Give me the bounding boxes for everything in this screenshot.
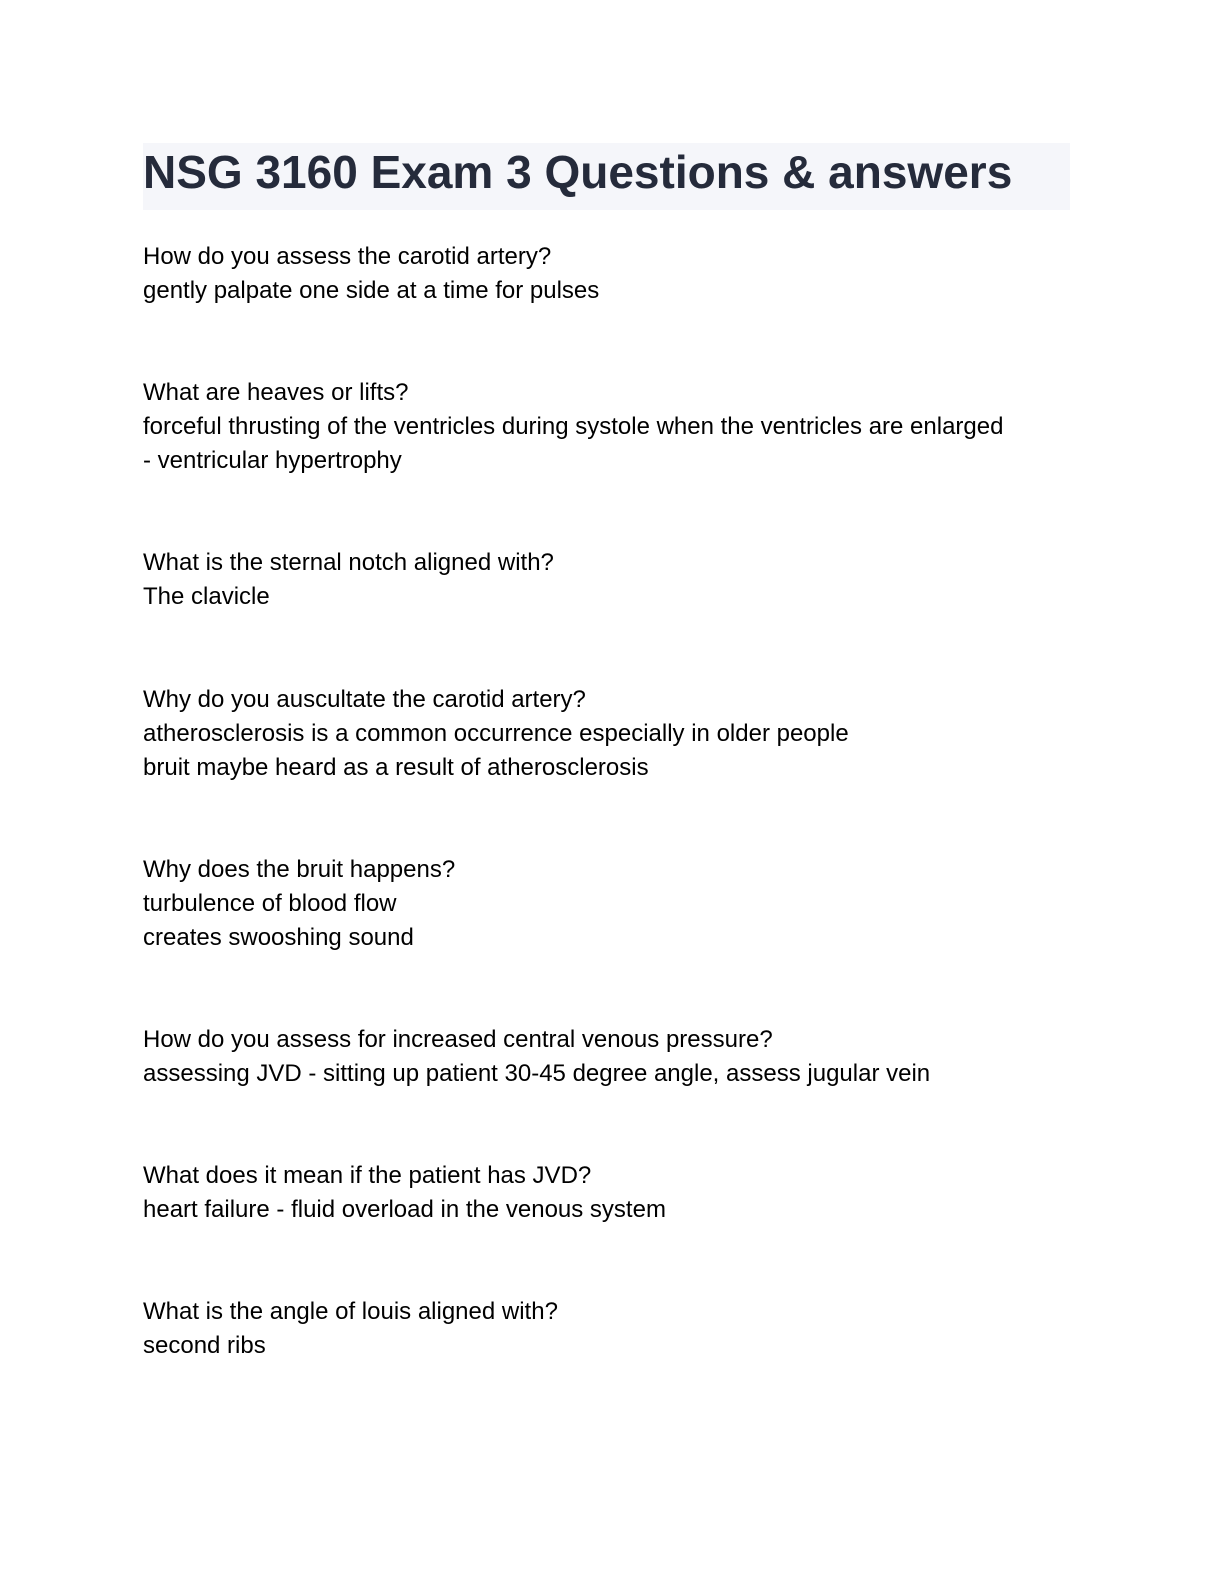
answer-5-line-2: creates swooshing sound xyxy=(143,924,414,952)
question-6: How do you assess for increased central venous pressure? xyxy=(143,1026,773,1053)
answer-2-line-2: - ventricular hypertrophy xyxy=(143,447,402,475)
answer-2-line-1: forceful thrusting of the ventricles during systole when the ventricles are enlarged xyxy=(143,413,1004,441)
question-5: Why does the bruit happens? xyxy=(143,856,456,883)
page-title: NSG 3160 Exam 3 Questions & answers xyxy=(143,146,1013,198)
qa-item-4 xyxy=(143,683,1083,786)
qa-item-7 xyxy=(143,1159,1083,1227)
question-1: How do you assess the carotid artery? xyxy=(143,243,552,270)
qa-item-6 xyxy=(143,1023,1083,1091)
answer-5-line-1: turbulence of blood flow xyxy=(143,890,397,918)
answer-6-line-1: assessing JVD - sitting up patient 30-45 degree angle, assess jugular vein xyxy=(143,1060,931,1088)
qa-item-5 xyxy=(143,853,1083,956)
title-banner xyxy=(143,143,1070,210)
qa-item-1 xyxy=(143,240,1083,308)
answer-4-line-2: bruit maybe heard as a result of atherosclerosis xyxy=(143,754,649,782)
answer-3-line-1: The clavicle xyxy=(143,583,270,611)
answer-4-line-1: atherosclerosis is a common occurrence especially in older people xyxy=(143,720,849,748)
answer-7-line-1: heart failure - fluid overload in the venous system xyxy=(143,1196,666,1224)
answer-8-line-1: second ribs xyxy=(143,1332,266,1360)
question-2: What are heaves or lifts? xyxy=(143,379,409,406)
answer-1-line-1: gently palpate one side at a time for pulses xyxy=(143,277,600,305)
question-8: What is the angle of louis aligned with? xyxy=(143,1298,558,1325)
qa-item-3 xyxy=(143,546,1083,614)
qa-item-8 xyxy=(143,1295,1083,1363)
qa-item-2 xyxy=(143,376,1083,479)
question-4: Why do you auscultate the carotid artery? xyxy=(143,686,586,713)
question-7: What does it mean if the patient has JVD? xyxy=(143,1162,592,1189)
question-3: What is the sternal notch aligned with? xyxy=(143,549,554,576)
